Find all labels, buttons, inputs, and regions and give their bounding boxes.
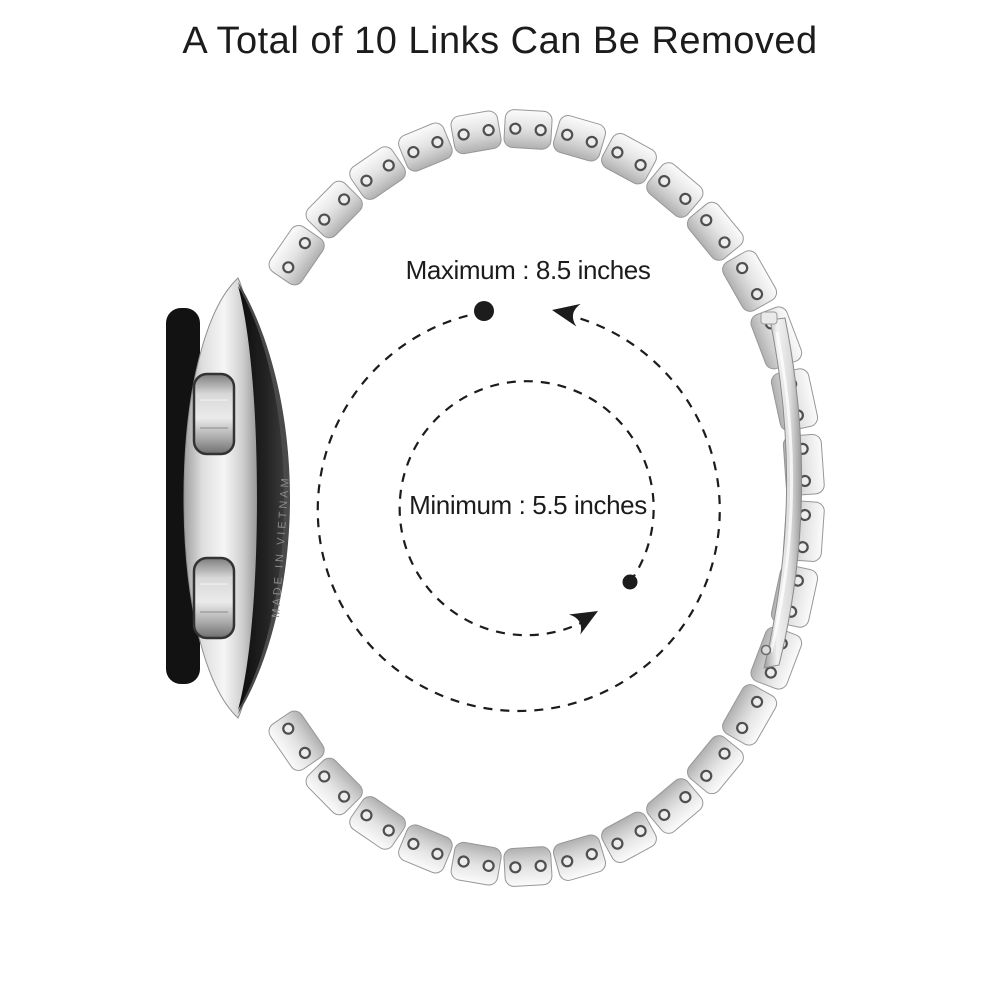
outer-arrow-icon (550, 299, 581, 327)
band-link (719, 681, 780, 748)
band-link-pin (458, 129, 470, 141)
inner-arrow-icon (569, 601, 604, 634)
band-link (450, 841, 503, 886)
outer-circle-dot (474, 301, 494, 321)
clasp-hinge-top (761, 312, 777, 324)
band-link-plate (551, 833, 607, 883)
band-link-plate (266, 222, 328, 288)
band-link (396, 822, 455, 876)
minimum-label: Minimum : 5.5 inches (409, 490, 647, 520)
band-link-plate (450, 841, 503, 886)
band-link-pin (535, 861, 546, 872)
band-link-pin (535, 125, 546, 136)
band-link (684, 732, 747, 797)
clasp-screw (762, 646, 771, 655)
band-link-plate (551, 113, 607, 163)
page-title: A Total of 10 Links Can Be Removed (182, 20, 818, 62)
band-link-pin (510, 862, 521, 873)
band-link (266, 222, 328, 288)
band-link (551, 113, 607, 163)
band-link-pin (510, 123, 521, 134)
band-link-plate (265, 708, 327, 774)
band-link (598, 130, 659, 187)
band-link (396, 120, 455, 174)
band-link-pin (483, 124, 495, 136)
watch-button-lower (194, 558, 234, 638)
band-link-pin (458, 856, 470, 868)
band-link (504, 109, 553, 150)
band-link (450, 110, 503, 155)
band-link-plate (719, 681, 780, 748)
band-link-plate (598, 130, 659, 187)
band-link (503, 846, 552, 887)
inner-circle-dot (623, 575, 638, 590)
band-link-plate (719, 248, 780, 315)
band-link-plate (396, 120, 455, 174)
band-link (719, 248, 780, 315)
watch-engraving: MADE IN VIETNAM (270, 474, 292, 619)
band-link-plate (684, 732, 747, 797)
maximum-label: Maximum : 8.5 inches (405, 255, 651, 285)
band-link-plate (396, 822, 455, 876)
band-link (551, 833, 607, 883)
band-link (265, 708, 327, 774)
band-link-plate (450, 110, 503, 155)
watch-side-view (166, 278, 292, 718)
watch-button-upper (194, 374, 234, 454)
band-link-pin (483, 860, 495, 872)
